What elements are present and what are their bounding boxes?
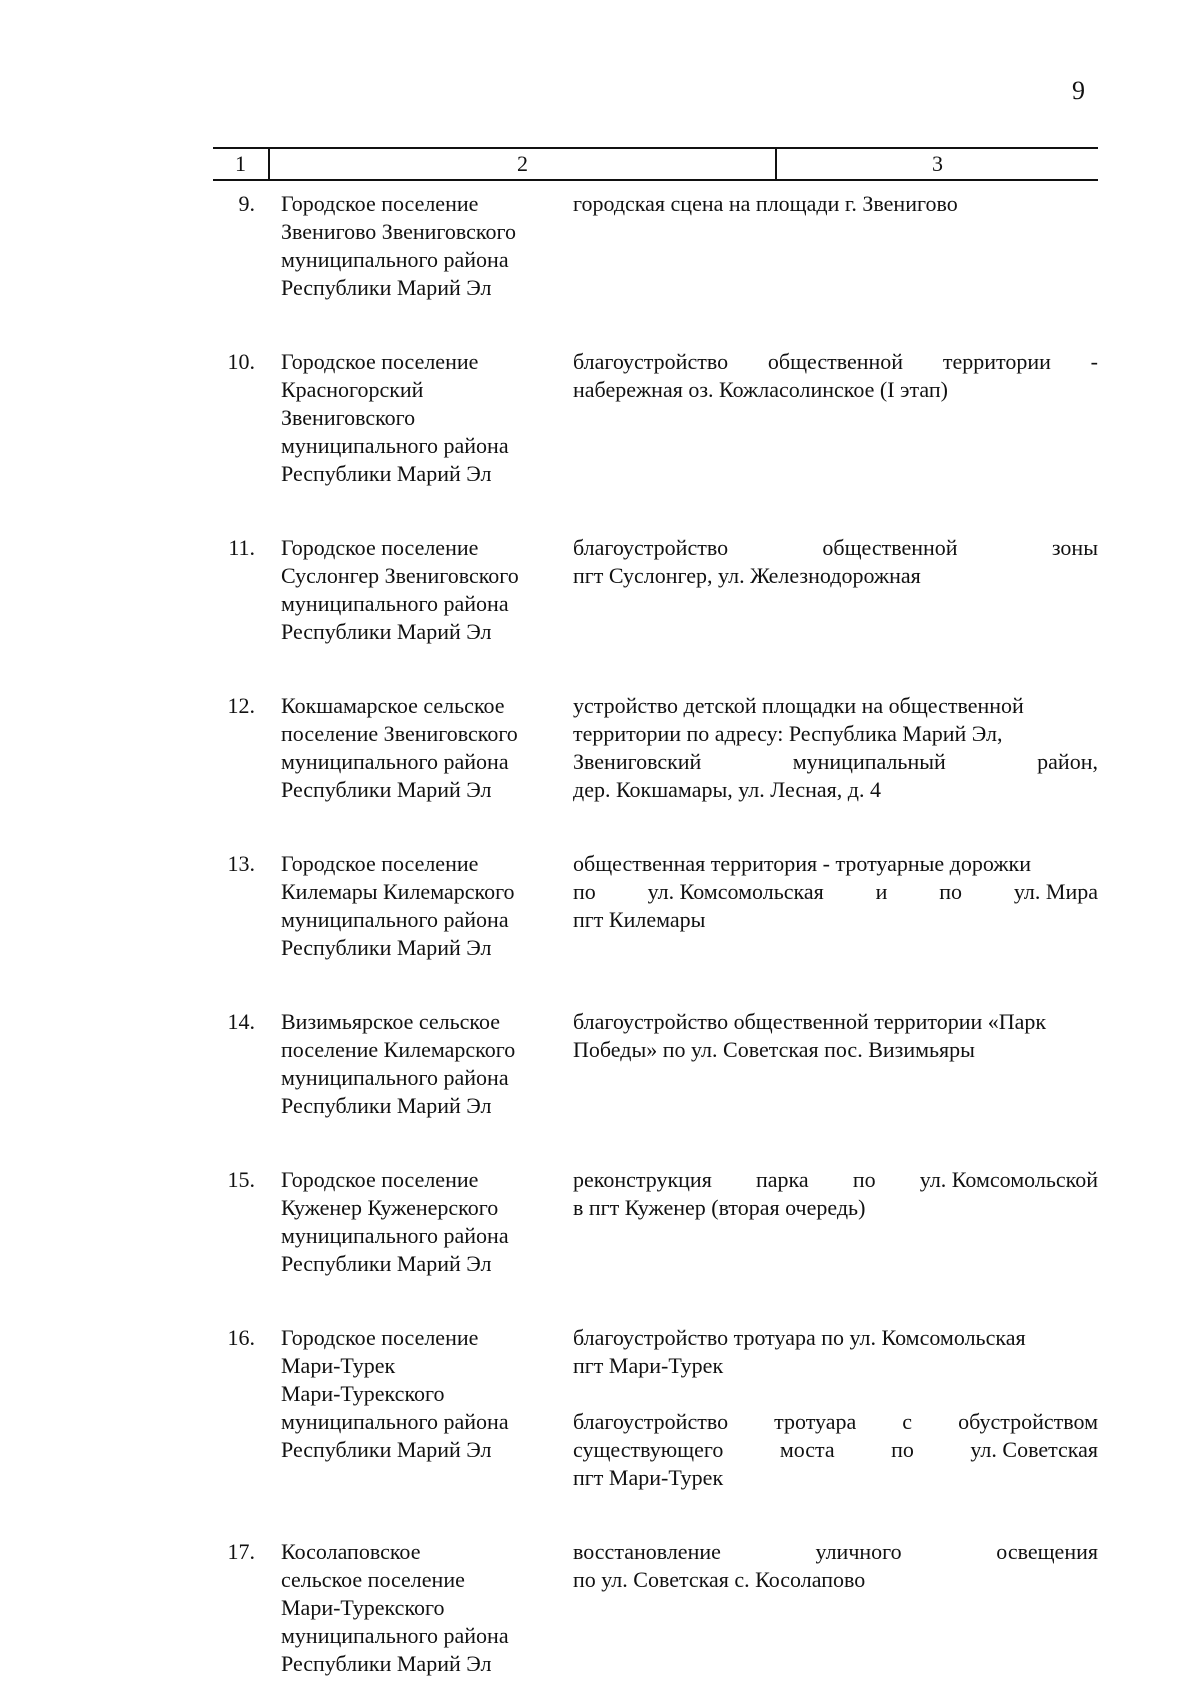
municipality-name-line: Республики Марий Эл bbox=[281, 1093, 492, 1118]
municipality-name bbox=[281, 1008, 551, 1120]
word: территории bbox=[942, 349, 1051, 374]
table-header bbox=[213, 147, 1098, 181]
header-col-3: 3 bbox=[932, 151, 943, 176]
object-description-line bbox=[573, 562, 1098, 590]
object-description-line bbox=[573, 720, 1098, 748]
municipality-name-line: Республики Марий Эл bbox=[281, 1251, 492, 1276]
municipality-name-line: Мари-Турек bbox=[281, 1353, 396, 1378]
word: ул. Мира bbox=[1013, 879, 1098, 904]
word: пгт Суслонгер, ул. Железнодорожная bbox=[573, 563, 921, 588]
municipality-name-line: Республики Марий Эл bbox=[281, 1437, 492, 1462]
municipality-name-line: Городское поселение bbox=[281, 851, 479, 876]
word: по bbox=[852, 1167, 876, 1192]
municipality-name bbox=[281, 692, 551, 804]
object-description bbox=[573, 850, 1098, 934]
word: общественной bbox=[767, 349, 904, 374]
object-description-line bbox=[573, 1464, 1098, 1492]
object-description bbox=[573, 1008, 1098, 1064]
object-description bbox=[573, 190, 1098, 218]
object-description bbox=[573, 1324, 1098, 1492]
object-description-line bbox=[573, 776, 1098, 804]
word: благоустройство bbox=[573, 349, 729, 374]
object-description-line bbox=[573, 692, 1098, 720]
word: парка bbox=[756, 1167, 809, 1192]
municipality-name-line: муниципального района bbox=[281, 749, 509, 774]
header-col-2: 2 bbox=[270, 149, 777, 179]
object-description-line bbox=[573, 1538, 1098, 1566]
object-description-line bbox=[573, 1352, 1098, 1380]
word: набережная оз. Кожласолинское (I этап) bbox=[573, 377, 948, 402]
object-description-line bbox=[573, 348, 1098, 376]
municipality-name-line: Визимьярское сельское bbox=[281, 1009, 501, 1034]
row-number: 14. bbox=[227, 1009, 255, 1034]
word: муниципальный bbox=[792, 749, 946, 774]
municipality-name-line: Городское поселение bbox=[281, 191, 479, 216]
municipality-name bbox=[281, 348, 551, 488]
municipality-name-line: Звенигово Звениговского bbox=[281, 219, 516, 244]
word: благоустройство bbox=[573, 1409, 729, 1434]
row-number: 17. bbox=[227, 1539, 255, 1564]
municipality-name-line: сельское поселение bbox=[281, 1567, 465, 1592]
object-description-line bbox=[573, 1436, 1098, 1464]
municipality-name-line: Республики Марий Эл bbox=[281, 777, 492, 802]
municipality-name-line: муниципального района bbox=[281, 1223, 509, 1248]
municipality-name-line: поселение Килемарского bbox=[281, 1037, 516, 1062]
word: уличного bbox=[815, 1539, 902, 1564]
municipality-name-line: Куженер Куженерского bbox=[281, 1195, 499, 1220]
header-col-1: 1 bbox=[213, 149, 270, 179]
object-description bbox=[573, 1538, 1098, 1594]
municipality-name-line: муниципального района bbox=[281, 907, 509, 932]
word: район, bbox=[1037, 749, 1098, 774]
object-description bbox=[573, 534, 1098, 590]
municipality-name-line: муниципального района bbox=[281, 1065, 509, 1090]
row-number: 11. bbox=[228, 535, 255, 560]
row-number: 13. bbox=[227, 851, 255, 876]
paragraph-gap bbox=[573, 1380, 1098, 1408]
word: по bbox=[573, 879, 596, 904]
word: по bbox=[891, 1437, 914, 1462]
word: общественная территория - тротуарные дорожки bbox=[573, 851, 1031, 876]
word: пгт Килемары bbox=[573, 907, 706, 932]
object-description-line bbox=[573, 190, 1098, 218]
object-description-line bbox=[573, 748, 1098, 776]
word: устройство детской площадки на общественной bbox=[573, 693, 1024, 718]
municipality-name-line: Республики Марий Эл bbox=[281, 1651, 492, 1676]
word: благоустройство тротуара по ул. Комсомольская bbox=[573, 1325, 1026, 1350]
object-description-line bbox=[573, 1166, 1098, 1194]
word: дер. Кокшамары, ул. Лесная, д. 4 bbox=[573, 777, 881, 802]
row-number: 10. bbox=[227, 349, 255, 374]
municipality-name-line: Косолаповское bbox=[281, 1539, 421, 1564]
word: благоустройство общественной территории «Парк bbox=[573, 1009, 1047, 1034]
municipality-name-line: Кокшамарское сельское bbox=[281, 693, 505, 718]
municipality-name bbox=[281, 850, 551, 962]
municipality-name bbox=[281, 1538, 551, 1678]
municipality-name-line: Красногорский bbox=[281, 377, 424, 402]
municipality-name-line: Городское поселение bbox=[281, 1325, 479, 1350]
object-description-line bbox=[573, 1194, 1098, 1222]
word: восстановление bbox=[573, 1539, 721, 1564]
municipality-name-line: Мари-Турекского bbox=[281, 1381, 445, 1406]
word: существующего bbox=[573, 1437, 724, 1462]
word: с bbox=[902, 1409, 913, 1434]
municipality-name bbox=[281, 534, 551, 646]
municipality-name-line: муниципального района bbox=[281, 591, 509, 616]
word: в пгт Куженер (вторая очередь) bbox=[573, 1195, 866, 1220]
object-description-line bbox=[573, 906, 1098, 934]
word: городская сцена на площади г. Звенигово bbox=[573, 191, 958, 216]
object-description bbox=[573, 692, 1098, 804]
word: и bbox=[875, 879, 888, 904]
municipality-name-line: Мари-Турекского bbox=[281, 1595, 445, 1620]
word: реконструкция bbox=[573, 1167, 712, 1192]
object-description-line bbox=[573, 1324, 1098, 1352]
municipality-name-line: муниципального района bbox=[281, 1409, 509, 1434]
object-description bbox=[573, 1166, 1098, 1222]
municipality-name-line: Городское поселение bbox=[281, 349, 479, 374]
object-description-line bbox=[573, 1008, 1098, 1036]
object-description-line bbox=[573, 534, 1098, 562]
word: пгт Мари-Турек bbox=[573, 1353, 724, 1378]
word: общественной bbox=[822, 535, 958, 560]
municipality-name-line: Городское поселение bbox=[281, 1167, 479, 1192]
word: освещения bbox=[996, 1539, 1098, 1564]
row-number: 9. bbox=[238, 191, 255, 216]
municipality-name bbox=[281, 1324, 551, 1464]
municipality-name-line: муниципального района bbox=[281, 433, 509, 458]
word: ул. Комсомольская bbox=[647, 879, 824, 904]
word: пгт Мари-Турек bbox=[573, 1465, 724, 1490]
municipality-name-line: поселение Звениговского bbox=[281, 721, 518, 746]
municipality-name-line: Республики Марий Эл bbox=[281, 461, 492, 486]
municipality-name-line: муниципального района bbox=[281, 247, 509, 272]
municipality-name-line: Городское поселение bbox=[281, 535, 479, 560]
row-number: 15. bbox=[227, 1167, 255, 1192]
municipality-name-line: Звениговского bbox=[281, 405, 416, 430]
word: по bbox=[939, 879, 963, 904]
object-description-line bbox=[573, 1408, 1098, 1436]
municipality-name-line: Республики Марий Эл bbox=[281, 935, 492, 960]
municipality-name-line: Суслонгер Звениговского bbox=[281, 563, 519, 588]
word: ул. Советская bbox=[970, 1437, 1098, 1462]
municipality-name bbox=[281, 1166, 551, 1278]
word: - bbox=[1090, 349, 1098, 374]
word: территории по адресу: Республика Марий Эл, bbox=[573, 721, 1003, 746]
word: ул. Комсомольской bbox=[919, 1167, 1098, 1192]
municipality-name-line: муниципального района bbox=[281, 1623, 509, 1648]
word: тротуара bbox=[774, 1409, 857, 1434]
object-description bbox=[573, 348, 1098, 404]
municipality-name-line: Республики Марий Эл bbox=[281, 275, 492, 300]
word: зоны bbox=[1051, 535, 1098, 560]
object-description-line bbox=[573, 1566, 1098, 1594]
object-description-line bbox=[573, 376, 1098, 404]
municipality-name-line: Килемары Килемарского bbox=[281, 879, 515, 904]
object-description-line bbox=[573, 850, 1098, 878]
word: Звениговский bbox=[573, 749, 702, 774]
municipality-name bbox=[281, 190, 551, 302]
word: по ул. Советская с. Косолапово bbox=[573, 1567, 866, 1592]
word: Победы» по ул. Советская пос. Визимьяры bbox=[573, 1037, 975, 1062]
municipality-name-line: Республики Марий Эл bbox=[281, 619, 492, 644]
word: обустройством bbox=[958, 1409, 1098, 1434]
word: моста bbox=[779, 1437, 835, 1462]
object-description-line bbox=[573, 878, 1098, 906]
row-number: 16. bbox=[227, 1325, 255, 1350]
word: благоустройство bbox=[573, 535, 729, 560]
page-number: 9 bbox=[1072, 76, 1085, 105]
object-description-line bbox=[573, 1036, 1098, 1064]
row-number: 12. bbox=[227, 693, 255, 718]
